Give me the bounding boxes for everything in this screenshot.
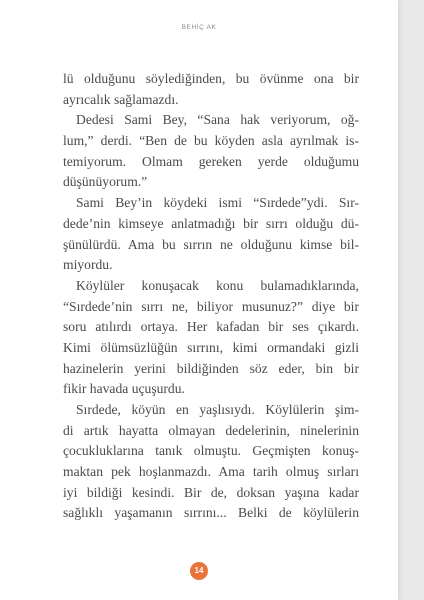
text-line: Köylüler konuşacak konu bulamadıklarında, (76, 277, 359, 293)
text-line: temiyorum. Olmam gereken yerde olduğumu (63, 153, 359, 169)
text-line: soru atılırdı ortaya. Her kafadan bir ses çıkardı. (63, 319, 359, 335)
text-line: hazinelerin yerini bildiğinden söz eder, bin bir (63, 360, 359, 376)
text-line: iyi bildiği kesindi. Bir de, doksan yaşına kadar (63, 484, 359, 500)
text-line: şünülürdü. Ama bu sırrın ne olduğunu kimse bil- (63, 236, 359, 252)
text-line: miyordu. (63, 257, 113, 273)
running-header-author: BEHİÇ AK (181, 24, 217, 31)
text-line: dede’nin kimseye anlatmadığı bir sırrı olduğu dü- (63, 215, 359, 231)
text-line: ayrıcalık sağlamazdı. (63, 91, 179, 107)
text-line: fikir havada uçuşurdu. (63, 381, 185, 397)
text-line: Dedesi Sami Bey, “Sana hak veriyorum, oğ- (76, 112, 359, 128)
text-line: sağlıklı yaşamanın sırrını... Belki de köylülerin (63, 505, 359, 521)
page-number-badge: 14 (190, 562, 208, 580)
text-line: lum,” derdi. “Ben de bu köyden asla ayrılmak is- (63, 133, 359, 149)
text-line: çocukluklarına tanık olmuştu. Geçmişten konuş- (63, 443, 359, 459)
body-text (63, 69, 359, 524)
text-line: maktan pek hoşlanmazdı. Ama tarih olmuş sırları (63, 464, 359, 480)
text-line: düşünüyorum.” (63, 174, 148, 190)
text-line: Sırdede, köyün en yaşlısıydı. Köylülerin şim- (76, 402, 359, 417)
text-line: Kimi ölümsüzlüğün sırrını, kimi ormandaki gizli (63, 339, 359, 355)
text-line: Sami Bey’in köydeki ismi “Sırdede”ydi. Sır- (76, 195, 359, 211)
text-line: lü olduğunu söylediğinden, bu övünme ona bir (63, 71, 359, 86)
text-line: di artık hayatta olmayan dedelerinin, ninelerinin (63, 422, 359, 438)
text-line: “Sırdede’nin sırrı ne, biliyor musunuz?” diye bir (63, 298, 359, 314)
